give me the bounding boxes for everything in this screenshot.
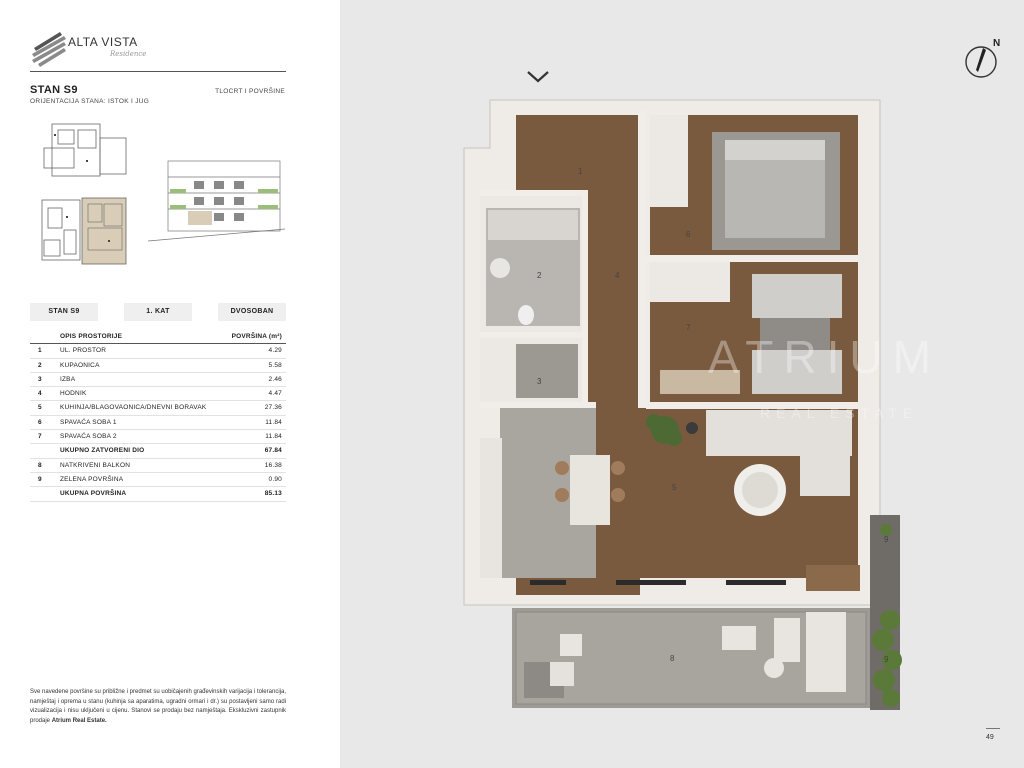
brand-tagline: Residence	[110, 50, 147, 58]
watermark-main: ATRIUM	[708, 331, 941, 383]
table-row	[30, 344, 286, 358]
page-number: 49	[986, 734, 994, 741]
table-row	[30, 430, 286, 444]
row-area: 67.84	[264, 447, 282, 455]
building-elevation-thumbnail	[148, 155, 285, 245]
area-table	[30, 330, 286, 502]
room-label-2: 2	[537, 271, 542, 280]
tag-type: DVOSOBAN	[218, 303, 286, 321]
header-area-label: POVRŠINA (m²)	[231, 333, 282, 340]
room-label-9a: 9	[884, 535, 889, 544]
room-label-6: 6	[686, 230, 691, 239]
row-area: 5.58	[268, 361, 282, 369]
table-row	[30, 359, 286, 373]
row-name: IZBA	[60, 375, 76, 383]
row-area: 11.84	[265, 418, 282, 426]
table-header	[30, 330, 286, 344]
disclaimer	[30, 688, 286, 726]
table-row	[30, 416, 286, 430]
table-subtotal-row	[30, 444, 286, 458]
disclaimer-agent: Atrium Real Estate.	[51, 717, 107, 724]
watermark-sub: REAL ESTATE	[760, 405, 919, 421]
row-number: 7	[38, 433, 42, 441]
row-number: 8	[38, 461, 42, 469]
row-number: 1	[38, 347, 42, 355]
row-name: UKUPNO ZATVORENI DIO	[60, 447, 145, 455]
row-area: 2.46	[268, 375, 282, 383]
row-name: KUPAONICA	[60, 361, 100, 369]
table-total-row	[30, 487, 286, 501]
header-rule	[30, 71, 286, 72]
room-label-7: 7	[686, 323, 691, 332]
row-area: 4.47	[268, 390, 282, 398]
row-name: SPAVAĆA SOBA 1	[60, 418, 117, 426]
header-room-label: OPIS PROSTORIJE	[60, 333, 123, 340]
room-label-1: 1	[578, 167, 583, 176]
row-number: 6	[38, 418, 42, 426]
table-row	[30, 401, 286, 415]
table-row	[30, 387, 286, 401]
apartment-title: STAN S9	[30, 84, 78, 96]
row-name: UKUPNA POVRŠINA	[60, 490, 127, 498]
row-name: NATKRIVENI BALKON	[60, 461, 131, 469]
room-label-5: 5	[672, 483, 677, 492]
row-name: SPAVAĆA SOBA 2	[60, 433, 117, 441]
floor-plan-panel	[340, 0, 1024, 768]
tag-floor: 1. KAT	[124, 303, 192, 321]
section-label: TLOCRT I POVRŠINE	[215, 88, 285, 95]
room-label-8: 8	[670, 654, 675, 663]
table-row	[30, 373, 286, 387]
row-number: 2	[38, 361, 42, 369]
row-number: 4	[38, 390, 42, 398]
brand-name: ALTA VISTA	[68, 35, 138, 49]
row-area: 27.36	[264, 404, 282, 412]
floor-plan-render	[340, 0, 1024, 768]
tag-apartment: STAN S9	[30, 303, 98, 321]
row-number: 9	[38, 475, 42, 483]
chevron-down-icon[interactable]	[526, 70, 550, 84]
building-floor-thumbnail	[38, 120, 130, 268]
row-number: 3	[38, 375, 42, 383]
row-name: HODNIK	[60, 390, 87, 398]
page-number-rule	[986, 728, 1000, 729]
table-row	[30, 459, 286, 473]
room-label-3: 3	[537, 377, 542, 386]
apartment-tags	[30, 303, 286, 321]
row-area: 11.84	[265, 433, 282, 441]
info-panel	[0, 0, 340, 768]
row-name: UL. PROSTOR	[60, 347, 107, 355]
table-row	[30, 473, 286, 487]
row-number: 5	[38, 404, 42, 412]
room-label-4: 4	[615, 271, 620, 280]
room-label-9b: 9	[884, 655, 889, 664]
row-area: 85.13	[264, 490, 282, 498]
row-area: 4.29	[268, 347, 282, 355]
row-area: 16.38	[264, 461, 282, 469]
disclaimer-text: Sve navedene površine su približne i predmet su uobičajenih građevinskih varijacija i tolerancija, namještaj i oprema u stanu (kuhinja sa aparatima, ugradni ormari i dr.) su postavljeni samo radi vizualizacija i nisu uključeni u cijenu. Stanovi se prodaju bez namještaja. Ekskluzivni zastupnik prodaje	[30, 689, 286, 724]
row-name: ZELENA POVRŠINA	[60, 475, 124, 483]
compass-north-label: N	[993, 38, 1001, 49]
row-name: KUHINJA/BLAGOVAONICA/DNEVNI BORAVAK	[60, 404, 207, 412]
row-area: 0.90	[268, 475, 282, 483]
orientation-text: ORIJENTACIJA STANA: ISTOK I JUG	[30, 98, 150, 105]
